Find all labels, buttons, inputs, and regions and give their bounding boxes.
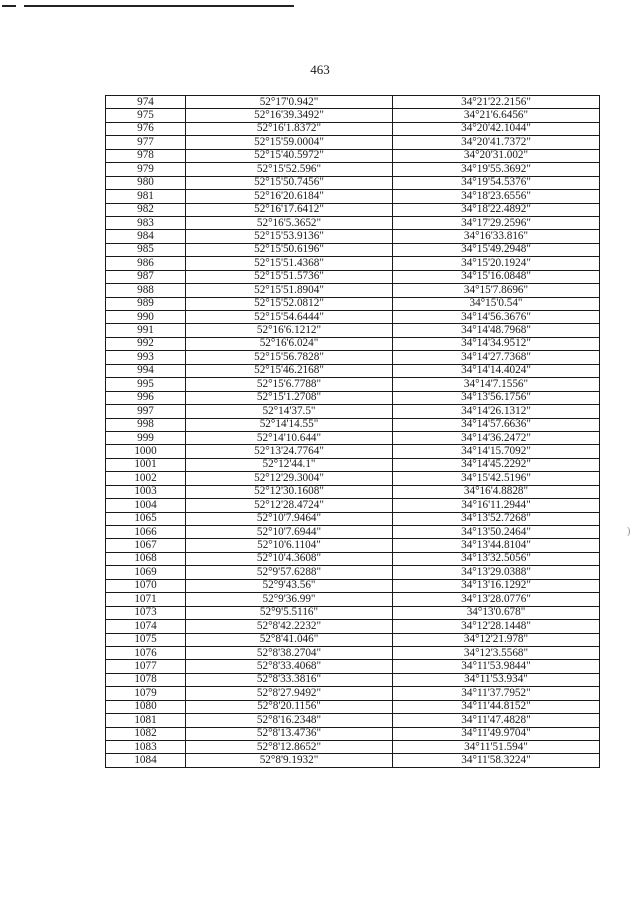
point-number-cell: 1069 (106, 566, 186, 579)
table-row (106, 418, 600, 431)
latitude-cell: 52°10'6.1104" (186, 539, 393, 552)
latitude-cell: 52°9'5.5116" (186, 606, 393, 619)
point-number-cell: 985 (106, 243, 186, 256)
table-row (106, 96, 600, 109)
table-row (106, 552, 600, 565)
latitude-cell: 52°9'57.6288" (186, 566, 393, 579)
table-row (106, 539, 600, 552)
longitude-cell: 34°19'55.3692" (393, 163, 600, 176)
point-number-cell: 989 (106, 297, 186, 310)
latitude-cell: 52°8'38.2704" (186, 646, 393, 659)
point-number-cell: 1000 (106, 445, 186, 458)
longitude-cell: 34°19'54.5376" (393, 176, 600, 189)
table-row (106, 257, 600, 270)
longitude-cell: 34°13'32.5056" (393, 552, 600, 565)
longitude-cell: 34°14'7.1556" (393, 378, 600, 391)
point-number-cell: 976 (106, 122, 186, 135)
point-number-cell: 994 (106, 364, 186, 377)
point-number-cell: 999 (106, 431, 186, 444)
point-number-cell: 1003 (106, 485, 186, 498)
longitude-cell: 34°14'34.9512" (393, 337, 600, 350)
latitude-cell: 52°17'0.942" (186, 96, 393, 109)
latitude-cell: 52°13'24.7764" (186, 445, 393, 458)
longitude-cell: 34°14'48.7968" (393, 324, 600, 337)
table-row (106, 297, 600, 310)
longitude-cell: 34°13'0.678" (393, 606, 600, 619)
point-number-cell: 1084 (106, 754, 186, 767)
point-number-cell: 1071 (106, 593, 186, 606)
point-number-cell: 990 (106, 311, 186, 324)
longitude-cell: 34°17'29.2596" (393, 216, 600, 229)
longitude-cell: 34°11'51.594" (393, 741, 600, 754)
longitude-cell: 34°15'7.8696" (393, 284, 600, 297)
latitude-cell: 52°12'29.3004" (186, 472, 393, 485)
point-number-cell: 1080 (106, 700, 186, 713)
point-number-cell: 996 (106, 391, 186, 404)
point-number-cell: 986 (106, 257, 186, 270)
latitude-cell: 52°15'53.9136" (186, 230, 393, 243)
longitude-cell: 34°11'58.3224" (393, 754, 600, 767)
point-number-cell: 984 (106, 230, 186, 243)
point-number-cell: 1065 (106, 512, 186, 525)
point-number-cell: 1076 (106, 646, 186, 659)
longitude-cell: 34°14'14.4024" (393, 364, 600, 377)
latitude-cell: 52°14'14.55" (186, 418, 393, 431)
point-number-cell: 1083 (106, 741, 186, 754)
table-row (106, 136, 600, 149)
latitude-cell: 52°8'20.1156" (186, 700, 393, 713)
point-number-cell: 1075 (106, 633, 186, 646)
longitude-cell: 34°12'3.5568" (393, 646, 600, 659)
header-rule-dash (2, 5, 16, 7)
longitude-cell: 34°14'56.3676" (393, 311, 600, 324)
latitude-cell: 52°10'7.9464" (186, 512, 393, 525)
page-number: 463 (310, 62, 330, 77)
table-row (106, 485, 600, 498)
latitude-cell: 52°8'41.046" (186, 633, 393, 646)
latitude-cell: 52°15'52.0812" (186, 297, 393, 310)
latitude-cell: 52°8'9.1932" (186, 754, 393, 767)
longitude-cell: 34°11'37.7952" (393, 687, 600, 700)
longitude-cell: 34°14'57.6636" (393, 418, 600, 431)
latitude-cell: 52°15'46.2168" (186, 364, 393, 377)
latitude-cell: 52°14'10.644" (186, 431, 393, 444)
table-row (106, 579, 600, 592)
point-number-cell: 977 (106, 136, 186, 149)
latitude-cell: 52°10'7.6944" (186, 526, 393, 539)
longitude-cell: 34°20'41.7372" (393, 136, 600, 149)
latitude-cell: 52°8'16.2348" (186, 714, 393, 727)
latitude-cell: 52°15'6.7788" (186, 378, 393, 391)
point-number-cell: 995 (106, 378, 186, 391)
point-number-cell: 1073 (106, 606, 186, 619)
table-row (106, 526, 600, 539)
latitude-cell: 52°15'50.6196" (186, 243, 393, 256)
longitude-cell: 34°13'28.0776" (393, 593, 600, 606)
longitude-cell: 34°11'47.4828" (393, 714, 600, 727)
longitude-cell: 34°12'28.1448" (393, 620, 600, 633)
point-number-cell: 1082 (106, 727, 186, 740)
longitude-cell: 34°21'22.2156" (393, 96, 600, 109)
table-row (106, 270, 600, 283)
longitude-cell: 34°13'50.2464" (393, 526, 600, 539)
point-number-cell: 1078 (106, 673, 186, 686)
longitude-cell: 34°16'11.2944" (393, 499, 600, 512)
point-number-cell: 1081 (106, 714, 186, 727)
latitude-cell: 52°12'30.1608" (186, 485, 393, 498)
table-row (106, 566, 600, 579)
table-row (106, 606, 600, 619)
longitude-cell: 34°18'23.6556" (393, 190, 600, 203)
point-number-cell: 992 (106, 337, 186, 350)
longitude-cell: 34°11'53.934" (393, 673, 600, 686)
point-number-cell: 991 (106, 324, 186, 337)
latitude-cell: 52°15'51.8904" (186, 284, 393, 297)
latitude-cell: 52°12'44.1" (186, 458, 393, 471)
latitude-cell: 52°8'42.2232" (186, 620, 393, 633)
point-number-cell: 982 (106, 203, 186, 216)
latitude-cell: 52°8'13.4736" (186, 727, 393, 740)
latitude-cell: 52°15'51.5736" (186, 270, 393, 283)
table-row (106, 405, 600, 418)
table-row (106, 512, 600, 525)
latitude-cell: 52°15'56.7828" (186, 351, 393, 364)
point-number-cell: 1067 (106, 539, 186, 552)
latitude-cell: 52°15'59.0004" (186, 136, 393, 149)
longitude-cell: 34°15'0.54" (393, 297, 600, 310)
latitude-cell: 52°16'20.6184" (186, 190, 393, 203)
table-row (106, 431, 600, 444)
longitude-cell: 34°14'15.7092" (393, 445, 600, 458)
latitude-cell: 52°9'36.99" (186, 593, 393, 606)
table-row (106, 660, 600, 673)
longitude-cell: 34°13'56.1756" (393, 391, 600, 404)
latitude-cell: 52°8'33.3816" (186, 673, 393, 686)
table-row (106, 216, 600, 229)
point-number-cell: 978 (106, 149, 186, 162)
longitude-cell: 34°15'42.5196" (393, 472, 600, 485)
table-row (106, 284, 600, 297)
latitude-cell: 52°16'1.8372" (186, 122, 393, 135)
point-number-cell: 1077 (106, 660, 186, 673)
header-rule (24, 5, 294, 7)
longitude-cell: 34°16'33.816" (393, 230, 600, 243)
latitude-cell: 52°8'27.9492" (186, 687, 393, 700)
latitude-cell: 52°8'12.8652" (186, 741, 393, 754)
longitude-cell: 34°14'45.2292" (393, 458, 600, 471)
latitude-cell: 52°10'4.3608" (186, 552, 393, 565)
latitude-cell: 52°15'1.2708" (186, 391, 393, 404)
longitude-cell: 34°15'49.2948" (393, 243, 600, 256)
latitude-cell: 52°9'43.56" (186, 579, 393, 592)
table-row (106, 673, 600, 686)
longitude-cell: 34°13'29.0388" (393, 566, 600, 579)
table-row (106, 472, 600, 485)
point-number-cell: 988 (106, 284, 186, 297)
table-row (106, 714, 600, 727)
latitude-cell: 52°15'40.5972" (186, 149, 393, 162)
point-number-cell: 979 (106, 163, 186, 176)
table-row (106, 378, 600, 391)
table-row (106, 445, 600, 458)
longitude-cell: 34°15'20.1924" (393, 257, 600, 270)
point-number-cell: 993 (106, 351, 186, 364)
point-number-cell: 987 (106, 270, 186, 283)
point-number-cell: 974 (106, 96, 186, 109)
latitude-cell: 52°16'39.3492" (186, 109, 393, 122)
table-row (106, 754, 600, 767)
longitude-cell: 34°13'52.7268" (393, 512, 600, 525)
latitude-cell: 52°16'6.1212" (186, 324, 393, 337)
table-row (106, 243, 600, 256)
longitude-cell: 34°11'53.9844" (393, 660, 600, 673)
table-row (106, 324, 600, 337)
table-row (106, 109, 600, 122)
point-number-cell: 983 (106, 216, 186, 229)
latitude-cell: 52°12'28.4724" (186, 499, 393, 512)
table-row (106, 176, 600, 189)
point-number-cell: 980 (106, 176, 186, 189)
point-number-cell: 1002 (106, 472, 186, 485)
point-number-cell: 1066 (106, 526, 186, 539)
table-row (106, 149, 600, 162)
longitude-cell: 34°12'21.978" (393, 633, 600, 646)
table-row (106, 311, 600, 324)
latitude-cell: 52°16'6.024" (186, 337, 393, 350)
table-row (106, 364, 600, 377)
longitude-cell: 34°15'16.0848" (393, 270, 600, 283)
table-row (106, 337, 600, 350)
point-number-cell: 1004 (106, 499, 186, 512)
table-row (106, 741, 600, 754)
latitude-cell: 52°15'54.6444" (186, 311, 393, 324)
table-row (106, 351, 600, 364)
table-row (106, 687, 600, 700)
table-row (106, 646, 600, 659)
table-row (106, 727, 600, 740)
table-row (106, 499, 600, 512)
longitude-cell: 34°13'16.1292" (393, 579, 600, 592)
point-number-cell: 1001 (106, 458, 186, 471)
latitude-cell: 52°8'33.4068" (186, 660, 393, 673)
table-row (106, 391, 600, 404)
table-row (106, 203, 600, 216)
table-row (106, 700, 600, 713)
latitude-cell: 52°16'5.3652" (186, 216, 393, 229)
coordinates-table (105, 95, 600, 768)
table-row (106, 620, 600, 633)
table-row (106, 593, 600, 606)
table-row (106, 458, 600, 471)
latitude-cell: 52°15'52.596" (186, 163, 393, 176)
longitude-cell: 34°20'42.1044" (393, 122, 600, 135)
longitude-cell: 34°11'44.8152" (393, 700, 600, 713)
point-number-cell: 1070 (106, 579, 186, 592)
latitude-cell: 52°15'50.7456" (186, 176, 393, 189)
point-number-cell: 998 (106, 418, 186, 431)
longitude-cell: 34°21'6.6456" (393, 109, 600, 122)
coordinates-table-body (106, 96, 600, 768)
point-number-cell: 975 (106, 109, 186, 122)
table-row (106, 163, 600, 176)
point-number-cell: 981 (106, 190, 186, 203)
longitude-cell: 34°18'22.4892" (393, 203, 600, 216)
table-row (106, 633, 600, 646)
longitude-cell: 34°14'26.1312" (393, 405, 600, 418)
longitude-cell: 34°14'27.7368" (393, 351, 600, 364)
longitude-cell: 34°13'44.8104" (393, 539, 600, 552)
table-row (106, 122, 600, 135)
point-number-cell: 1079 (106, 687, 186, 700)
margin-mark: ) (627, 526, 631, 537)
point-number-cell: 997 (106, 405, 186, 418)
latitude-cell: 52°16'17.6412" (186, 203, 393, 216)
longitude-cell: 34°20'31.002" (393, 149, 600, 162)
point-number-cell: 1068 (106, 552, 186, 565)
table-row (106, 230, 600, 243)
longitude-cell: 34°14'36.2472" (393, 431, 600, 444)
table-row (106, 190, 600, 203)
longitude-cell: 34°16'4.8828" (393, 485, 600, 498)
point-number-cell: 1074 (106, 620, 186, 633)
longitude-cell: 34°11'49.9704" (393, 727, 600, 740)
latitude-cell: 52°15'51.4368" (186, 257, 393, 270)
latitude-cell: 52°14'37.5" (186, 405, 393, 418)
